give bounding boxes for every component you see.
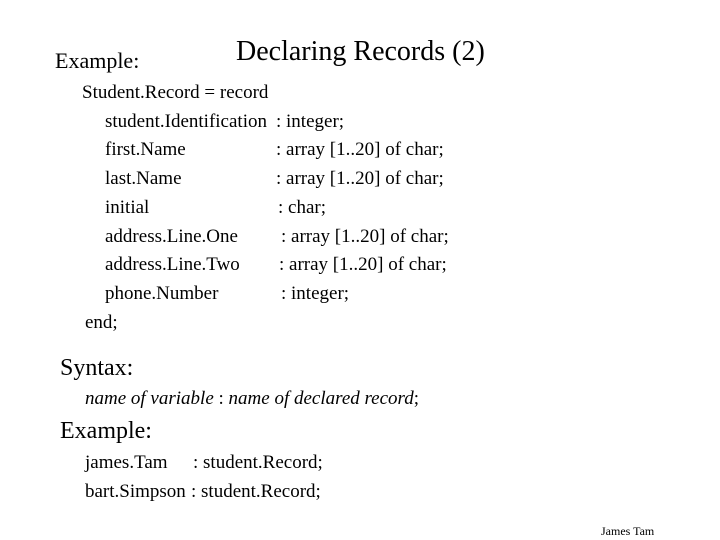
field-name: address.Line.One <box>105 226 238 247</box>
example-label: Example: <box>55 48 140 73</box>
field-name: first.Name <box>105 139 186 160</box>
record-open-line: Student.Record = record <box>82 82 269 103</box>
field-type: : array [1..20] of char; <box>279 254 447 275</box>
field-type: : integer; <box>281 283 350 304</box>
field-name: student.Identification <box>105 111 267 132</box>
field-name: initial <box>105 197 150 218</box>
example-var-name: bart.Simpson <box>85 481 186 502</box>
name-of-variable: name of variable <box>85 388 214 409</box>
syntax-heading: Syntax: <box>60 355 134 381</box>
footer-author: James Tam <box>601 524 655 538</box>
field-name: phone.Number <box>105 283 219 304</box>
field-type: : array [1..20] of char; <box>276 139 444 160</box>
field-type: : array [1..20] of char; <box>281 226 449 247</box>
example2-heading: Example: <box>60 418 152 444</box>
field-type: : integer; <box>276 111 345 132</box>
syntax-terminator: ; <box>413 388 420 409</box>
field-name: last.Name <box>105 168 182 189</box>
syntax-separator: : <box>213 388 229 409</box>
example-var-name: james.Tam <box>85 452 168 473</box>
field-type: : array [1..20] of char; <box>276 168 444 189</box>
slide-title: Declaring Records (2) <box>236 36 485 67</box>
example-var-type: : student.Record; <box>193 452 323 473</box>
example-var-type: : student.Record; <box>191 481 321 502</box>
field-name: address.Line.Two <box>105 254 240 275</box>
record-close-line: end; <box>85 312 118 333</box>
name-of-declared-record: name of declared record <box>228 388 414 409</box>
field-type: : char; <box>278 197 327 218</box>
syntax-line <box>85 388 419 410</box>
